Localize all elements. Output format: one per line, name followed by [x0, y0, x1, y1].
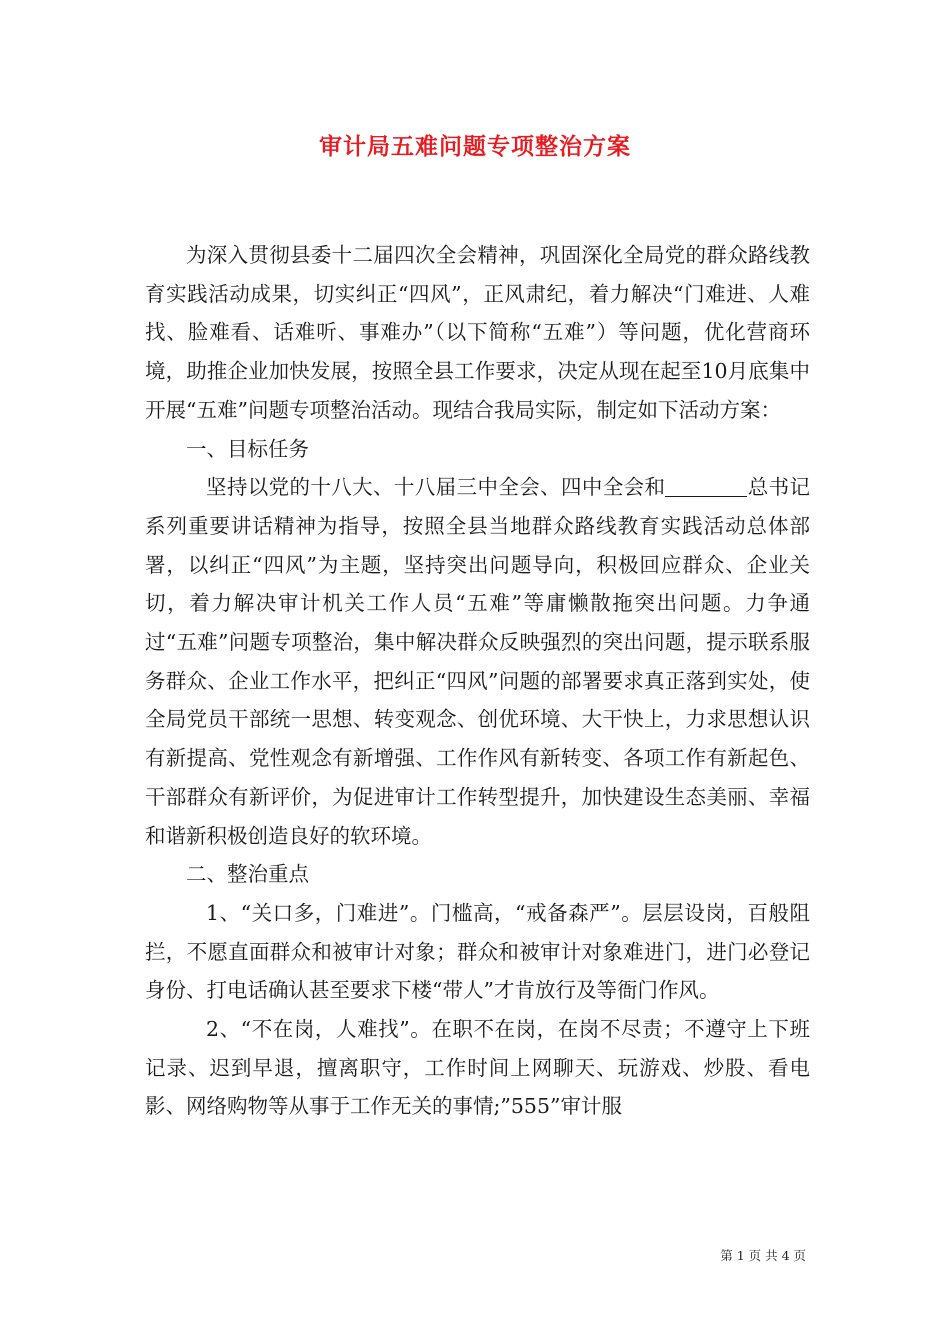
document-body	[145, 236, 810, 1126]
section-heading-focus: 二、整治重点	[186, 862, 309, 887]
page-number: 第 1 页 共 4 页	[720, 1248, 806, 1263]
blank-line	[665, 476, 747, 497]
goals-paragraph	[145, 468, 810, 855]
document-title: 审计局五难问题专项整治方案	[319, 133, 631, 160]
goals-paragraph-rest: 总书记系列重要讲话精神为指导，按照全县当地群众路线教育实践活动总体部署，以纠正“四风”为主题，坚持突出问题导向，积极回应群众、企业关切，着力解决审计机关工作人员“五难”等庸懒散拖突出问题。力争通过“五难”问题专项整治，集中解决群众反映强烈的突出问题，提示联系服务群众、企业工作水平，把纠正“四风”问题的部署要求真正落到实处，使全局党员干部统一思想、转变观念、创优环境、大干快上，力求思想认识有新提高、党性观念有新增强、工作作风有新转变、各项工作有新起色、干部群众有新评价，为促进审计工作转型提升，加快建设生态美丽、幸福和谐新积极创造良好的软环境。	[145, 475, 810, 848]
goals-paragraph-start: 坚持以党的十八大、十八届三中全会、四中全会和	[206, 475, 666, 500]
section-heading-goals: 一、目标任务	[186, 436, 309, 461]
focus-item-2: 2、“不在岗，人难找”。在职不在岗，在岗不尽责；不遵守上下班记录、迟到早退，擅离职守，工作时间上网聊天、玩游戏、炒股、看电影、网络购物等从事于工作无关的事情;”555”审计服	[145, 1017, 810, 1119]
focus-item-1: 1、“关口多，门难进”。门槛高，“戒备森严”。层层设岗，百般阻拦，不愿直面群众和被审计对象；群众和被审计对象难进门，进门必登记身份、打电话确认甚至要求下楼“带人”才肯放行及等衙门作风。	[145, 900, 810, 1003]
intro-paragraph: 为深入贯彻县委十二届四次全会精神，巩固深化全局党的群众路线教育实践活动成果，切实纠正“四风”，正风肃纪，着力解决“门难进、人难找、脸难看、话难听、事难办”（以下简称“五难”）等问题，优化营商环境，助推企业加快发展，按照全县工作要求，决定从现在起至10月底集中开展“五难”问题专项整治活动。现结合我局实际，制定如下活动方案：	[145, 243, 810, 422]
